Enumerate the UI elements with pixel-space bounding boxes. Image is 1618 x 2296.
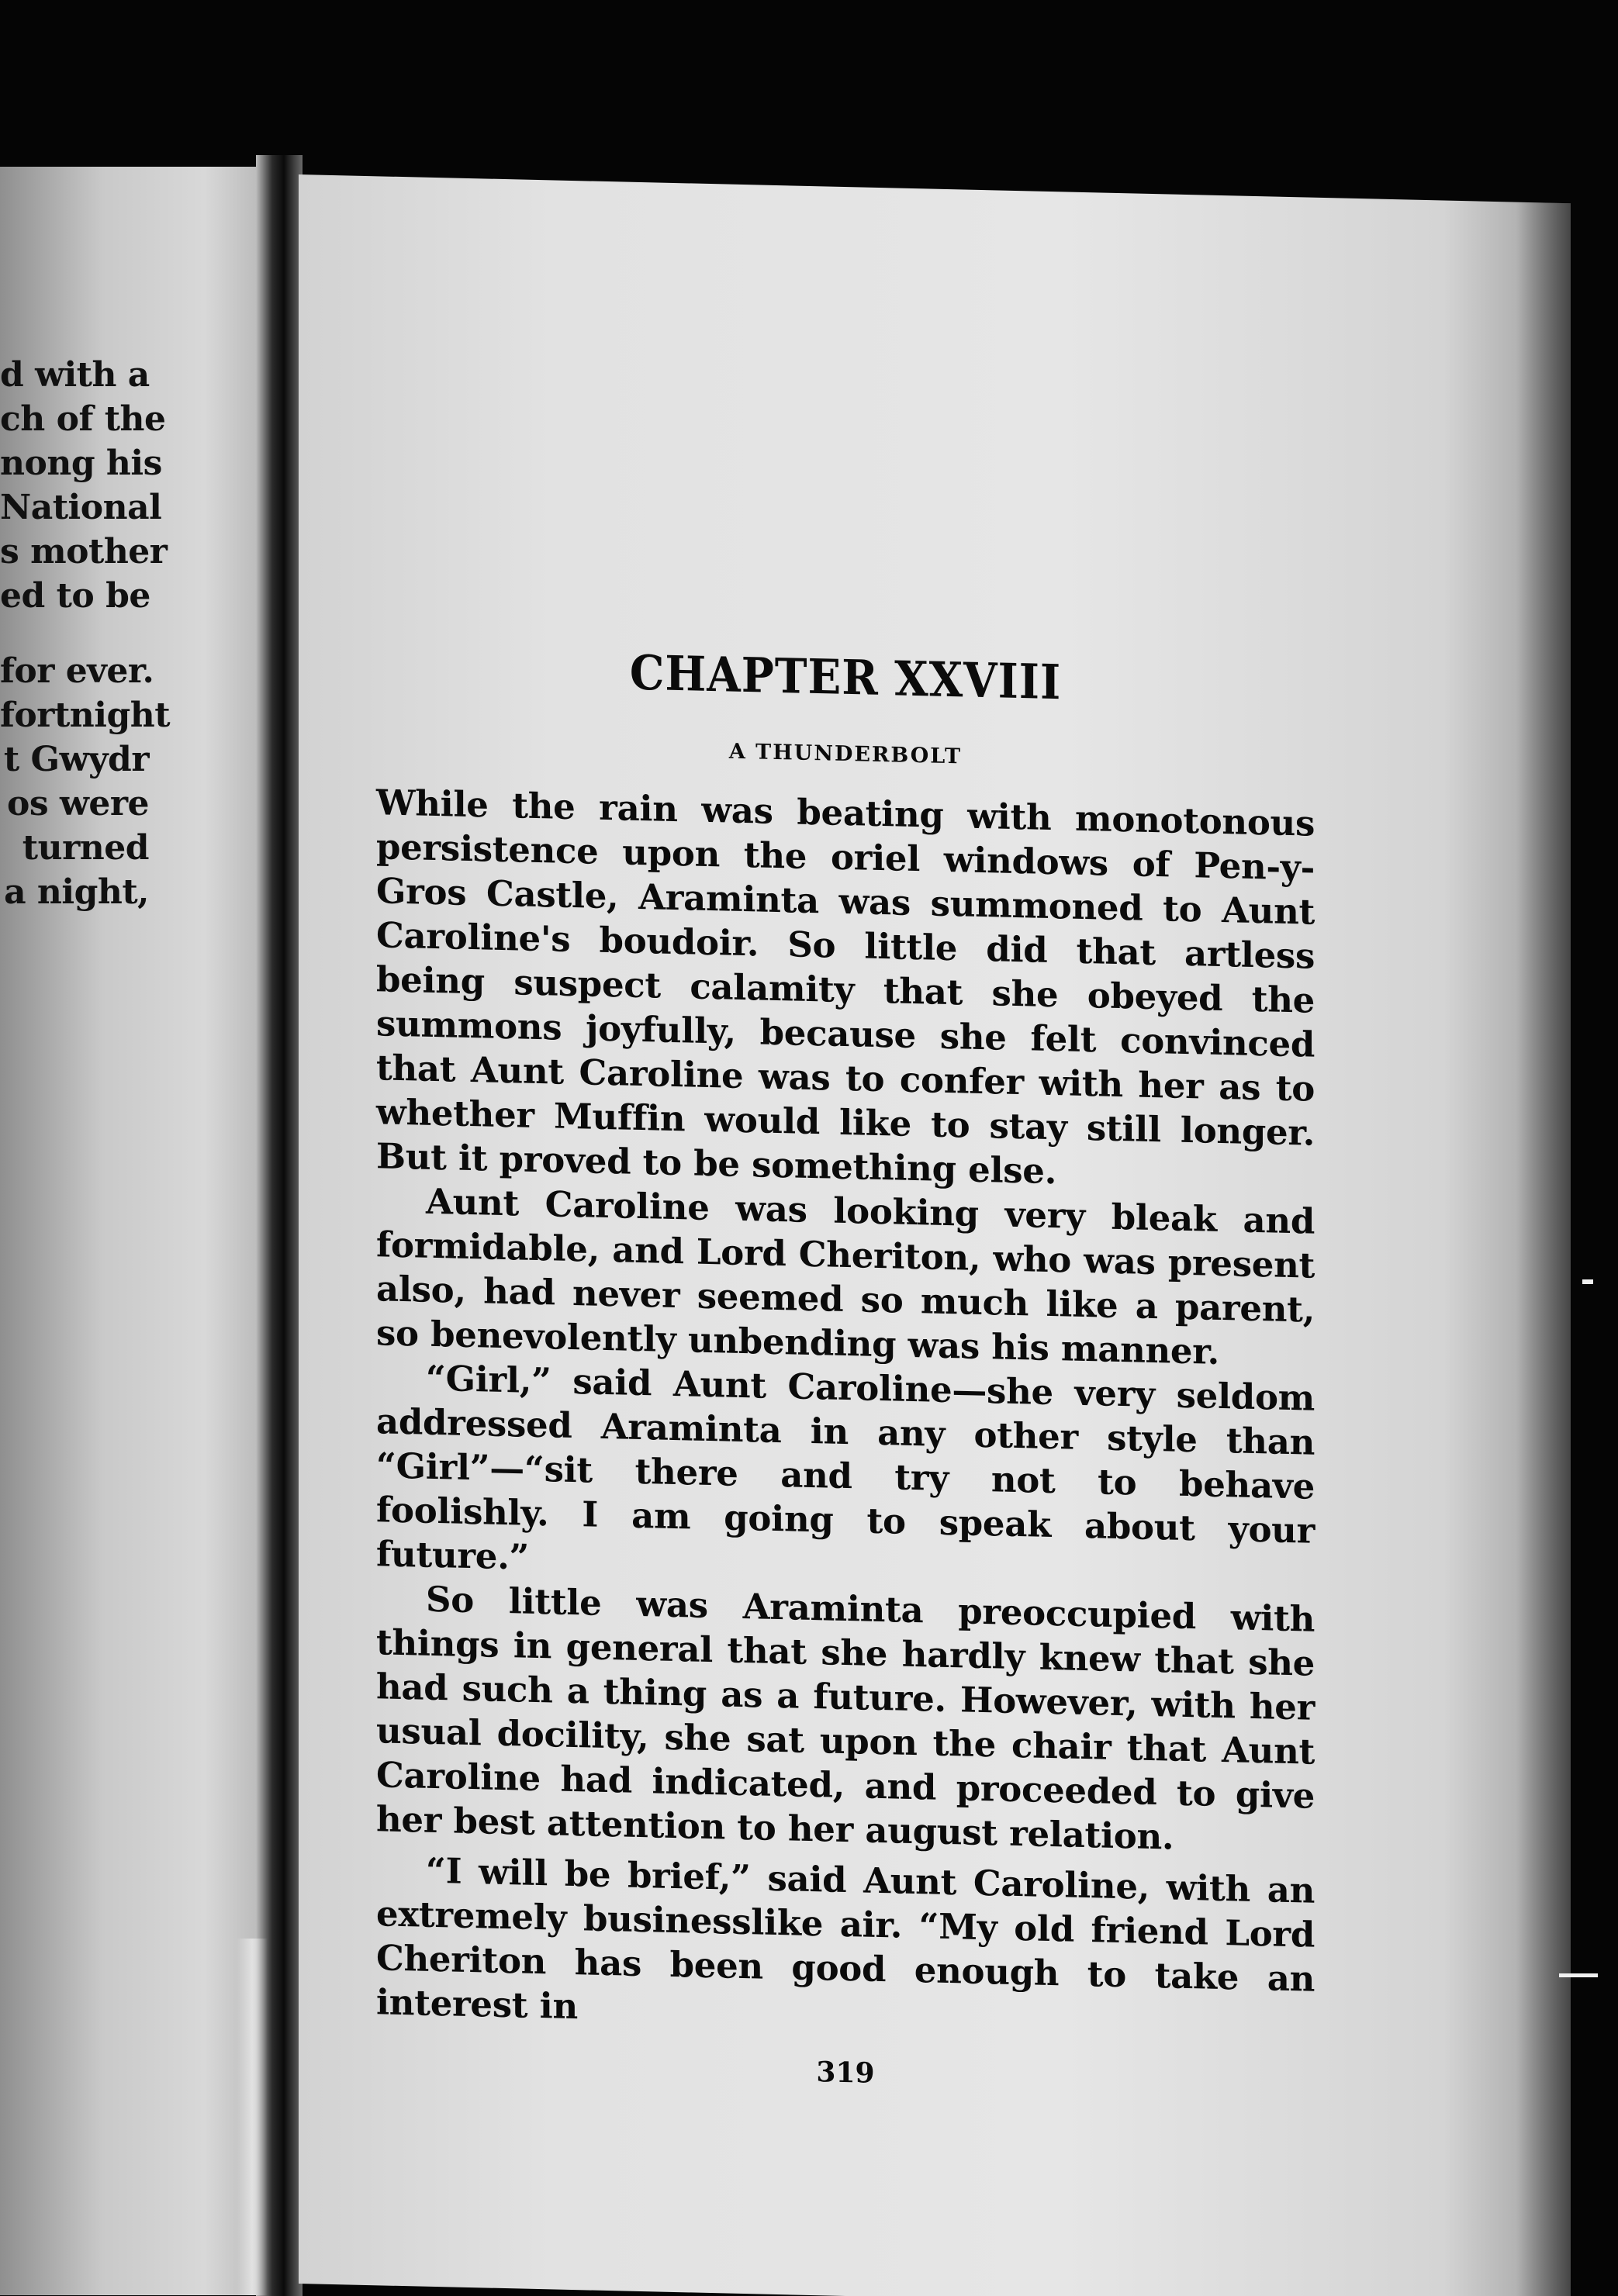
text-line: d with a [0, 355, 150, 395]
text-line: turned [22, 828, 149, 868]
paragraph: So little was Araminta preoccupied with things in general that she hardly knew that she had such a thing as a future. However, with her usual docility, she sat upon the chair that Aunt Caroline had indicated, and proceeded to give her best attention to her august relation. [376, 1578, 1315, 1858]
chapter-title: CHAPTER XXVIII [629, 644, 1062, 711]
text-line: ed to be [0, 576, 150, 616]
current-page [299, 174, 1571, 2296]
page-edge-shadow [1516, 202, 1571, 2296]
paragraph: “Girl,” said Aunt Caroline—she very seldom addressed Araminta in any other style than “Girl”—“sit there and try not to behave foolishly. I am going to speak about your future.” [376, 1357, 1315, 1578]
page-text-block [376, 641, 1315, 2099]
text-line: fortnight [0, 696, 171, 735]
paragraph: “I will be brief,” said Aunt Caroline, with an extremely businesslike air. “My old friend Lord Cheriton has been good enough to take an interest in [376, 1849, 1315, 2028]
paragraph: While the rain was beating with monotonous persistence upon the oriel windows of Pen-y-Gros Castle, Araminta was summoned to Aunt Caroline's boudoir. So little did that artless being suspect calamity that she obeyed the summons joyfully, because she felt convinced that Aunt Caroline was to confer with her as to whether Muffin would like to stay still longer. But it proved to be something else. [376, 782, 1315, 1193]
text-line: nong his [0, 444, 162, 483]
text-line: os were [7, 784, 149, 823]
previous-page-fragment [0, 167, 256, 2295]
previous-page-text [0, 353, 171, 914]
paragraph-gap [0, 618, 149, 649]
scan-speck [1559, 1973, 1598, 1977]
scan-speck [1582, 1279, 1593, 1284]
text-line: s mother [0, 532, 168, 571]
text-line: a night, [4, 872, 149, 912]
text-line: ch of the [0, 399, 166, 439]
text-line: for ever. [0, 651, 154, 691]
text-line: National [0, 488, 162, 527]
text-line: t Gwydr [3, 740, 149, 779]
page-number: 319 [816, 2056, 875, 2090]
paragraph: Aunt Caroline was looking very bleak and formidable, and Lord Cheriton, who was present also, had never seemed so much like a parent, so benevolently unbending was his manner. [376, 1180, 1315, 1372]
chapter-subtitle: A THUNDERBOLT [728, 739, 963, 769]
page-edge-crease [237, 1939, 268, 2295]
